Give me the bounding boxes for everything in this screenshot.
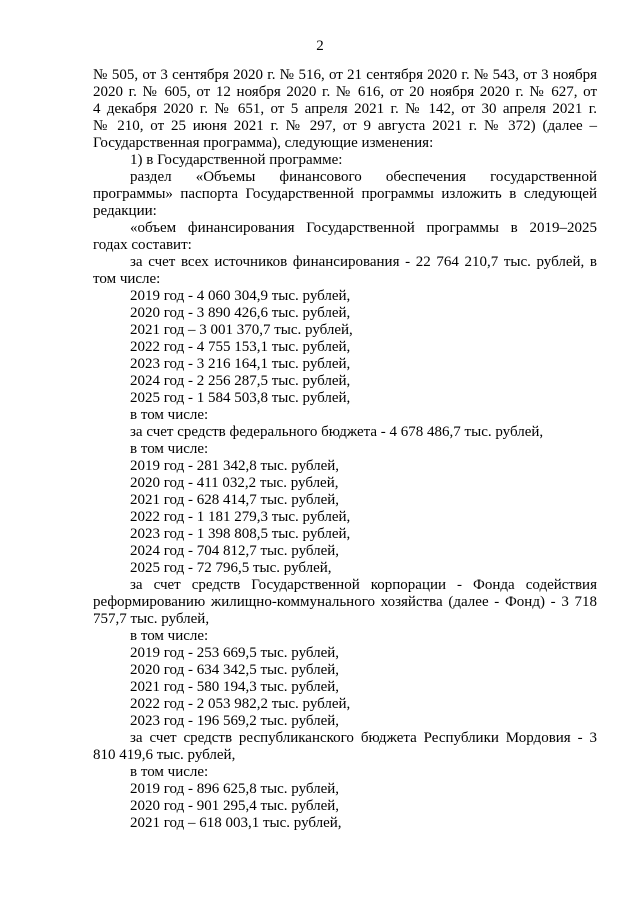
text-line: № 210, от 25 июня 2021 г. № 297, от 9 августа 2021 г. № 372) (далее – — [93, 118, 597, 134]
text-line: 2020 год - 634 342,5 тыс. рублей, — [130, 662, 340, 678]
text-line: том числе: — [93, 271, 161, 287]
text-line: 2021 год – 618 003,1 тыс. рублей, — [130, 815, 342, 831]
text-line: 2023 год - 3 216 164,1 тыс. рублей, — [130, 356, 351, 372]
text-line: 2019 год - 896 625,8 тыс. рублей, — [130, 781, 340, 797]
text-line: 4 декабря 2020 г. № 651, от 5 апреля 2021 г. № 142, от 30 апреля 2021 г. — [93, 101, 597, 117]
text-line: годах составит: — [93, 237, 192, 253]
text-line: 1) в Государственной программе: — [130, 152, 343, 168]
text-line: в том числе: — [130, 628, 209, 644]
text-line: за счет средств федерального бюджета - 4 678 486,7 тыс. рублей, — [130, 424, 544, 440]
text-line: 2025 год - 1 584 503,8 тыс. рублей, — [130, 390, 351, 406]
text-line: 757,7 тыс. рублей, — [93, 611, 210, 627]
text-line: редакции: — [93, 203, 157, 219]
text-line: 810 419,6 тыс. рублей, — [93, 747, 236, 763]
text-line: 2025 год - 72 796,5 тыс. рублей, — [130, 560, 332, 576]
text-line: 2020 г. № 605, от 12 ноября 2020 г. № 616, от 20 ноября 2020 г. № 627, от — [93, 84, 597, 100]
text-line: 2019 год - 4 060 304,9 тыс. рублей, — [130, 288, 351, 304]
text-line: 2022 год - 4 755 153,1 тыс. рублей, — [130, 339, 351, 355]
text-line: 2022 год - 2 053 982,2 тыс. рублей, — [130, 696, 351, 712]
text-line: за счет всех источников финансирования - 22 764 210,7 тыс. рублей, в — [130, 254, 597, 270]
text-line: 2022 год - 1 181 279,3 тыс. рублей, — [130, 509, 351, 525]
text-line: за счет средств республиканского бюджета Республики Мордовия - 3 — [130, 730, 597, 746]
text-line: 2019 год - 281 342,8 тыс. рублей, — [130, 458, 340, 474]
page-number: 2 — [316, 38, 324, 54]
text-line: 2024 год - 704 812,7 тыс. рублей, — [130, 543, 340, 559]
text-line: в том числе: — [130, 764, 209, 780]
text-line: в том числе: — [130, 441, 209, 457]
text-line: за счет средств Государственной корпорации - Фонда содействия — [130, 577, 597, 593]
text-line: 2020 год - 901 295,4 тыс. рублей, — [130, 798, 340, 814]
document-body — [93, 67, 597, 832]
text-line: № 505, от 3 сентября 2020 г. № 516, от 21 сентября 2020 г. № 543, от 3 ноября — [93, 67, 597, 83]
text-line: 2019 год - 253 669,5 тыс. рублей, — [130, 645, 340, 661]
text-line: раздел «Объемы финансового обеспечения государственной — [130, 169, 597, 185]
text-line: 2024 год - 2 256 287,5 тыс. рублей, — [130, 373, 351, 389]
text-line: 2023 год - 196 569,2 тыс. рублей, — [130, 713, 340, 729]
text-line: 2020 год - 411 032,2 тыс. рублей, — [130, 475, 339, 491]
text-line: реформированию жилищно-коммунального хозяйства (далее - Фонд) - 3 718 — [93, 594, 597, 610]
text-line: 2023 год - 1 398 808,5 тыс. рублей, — [130, 526, 351, 542]
text-line: в том числе: — [130, 407, 209, 423]
text-line: программы» паспорта Государственной программы изложить в следующей — [93, 186, 597, 202]
text-line: 2021 год - 628 414,7 тыс. рублей, — [130, 492, 340, 508]
text-line: 2020 год - 3 890 426,6 тыс. рублей, — [130, 305, 351, 321]
text-line: 2021 год - 580 194,3 тыс. рублей, — [130, 679, 340, 695]
text-line: Государственная программа), следующие изменения: — [93, 135, 434, 151]
text-line: «объем финансирования Государственной программы в 2019–2025 — [130, 220, 597, 236]
text-line: 2021 год – 3 001 370,7 тыс. рублей, — [130, 322, 353, 338]
